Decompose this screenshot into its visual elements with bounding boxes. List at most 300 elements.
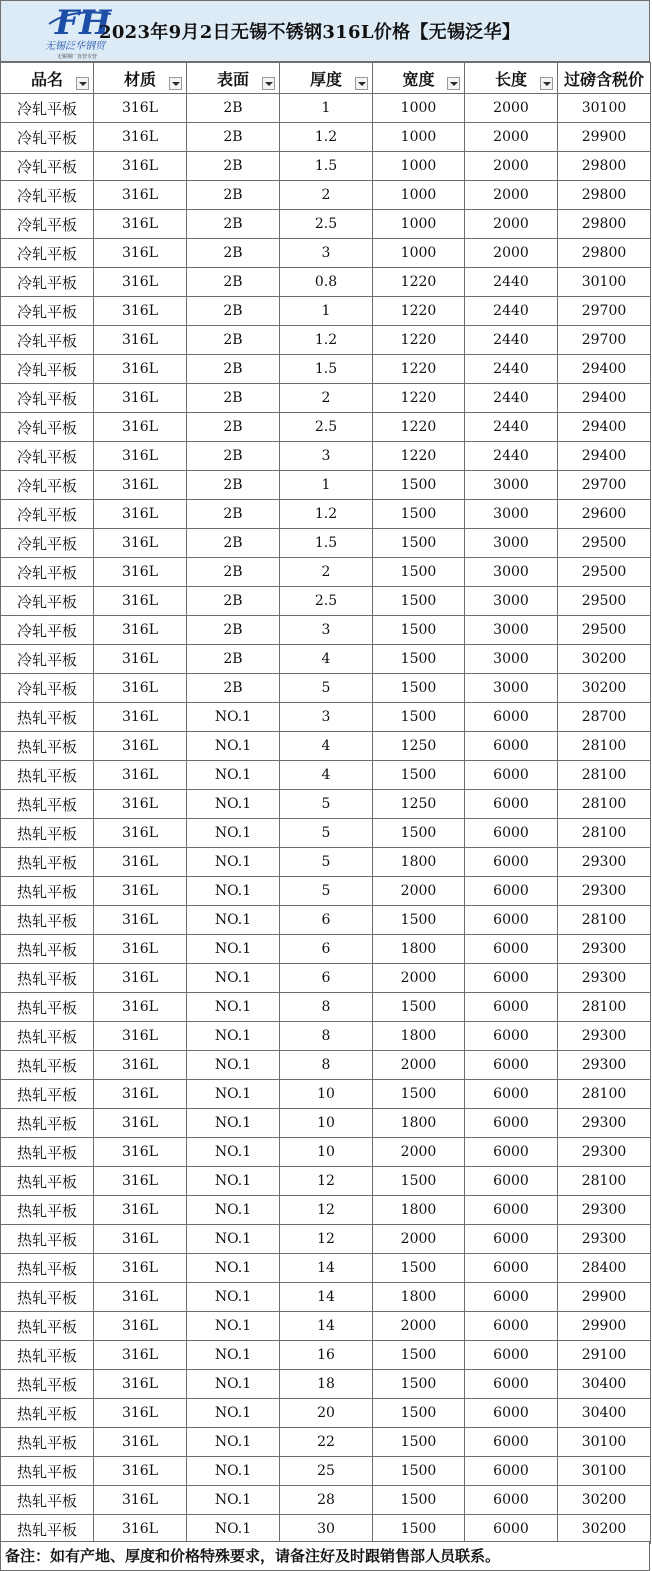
table-cell: 1500 [373, 1428, 465, 1457]
table-cell: 1500 [373, 500, 465, 529]
table-cell: 冷轧平板 [1, 384, 94, 413]
table-cell: 12 [280, 1167, 373, 1196]
table-cell: 3000 [465, 558, 558, 587]
table-cell: 1500 [373, 674, 465, 703]
table-cell: NO.1 [187, 1196, 280, 1225]
table-cell: 1 [280, 471, 373, 500]
table-cell: 6000 [465, 1370, 558, 1399]
table-row [1, 587, 651, 616]
table-cell: 1.2 [280, 500, 373, 529]
table-body [1, 94, 651, 1544]
table-cell: NO.1 [187, 1225, 280, 1254]
table-row [1, 761, 651, 790]
table-cell: NO.1 [187, 1051, 280, 1080]
table-cell: 29500 [558, 616, 651, 645]
table-cell: 2B [187, 500, 280, 529]
table-cell: 2B [187, 239, 280, 268]
table-row [1, 529, 651, 558]
table-cell: 20 [280, 1399, 373, 1428]
table-cell: 316L [94, 268, 187, 297]
table-cell: NO.1 [187, 964, 280, 993]
filter-dropdown-icon[interactable] [355, 77, 368, 90]
table-cell: 316L [94, 616, 187, 645]
table-row [1, 906, 651, 935]
table-cell: 8 [280, 1022, 373, 1051]
table-row [1, 210, 651, 239]
table-row [1, 94, 651, 123]
table-cell: 6000 [465, 1109, 558, 1138]
table-cell: 316L [94, 1399, 187, 1428]
table-cell: 0.8 [280, 268, 373, 297]
table-cell: 6000 [465, 993, 558, 1022]
table-cell: 1220 [373, 297, 465, 326]
column-header [1, 63, 94, 94]
table-cell: 冷轧平板 [1, 442, 94, 471]
table-cell: 2000 [373, 1225, 465, 1254]
table-row [1, 616, 651, 645]
table-cell: 1000 [373, 123, 465, 152]
table-cell: 热轧平板 [1, 1341, 94, 1370]
table-cell: 316L [94, 152, 187, 181]
table-cell: 5 [280, 848, 373, 877]
table-cell: 29300 [558, 1109, 651, 1138]
table-cell: 316L [94, 1167, 187, 1196]
table-cell: 2B [187, 529, 280, 558]
table-cell: 29800 [558, 239, 651, 268]
table-row [1, 384, 651, 413]
table-cell: NO.1 [187, 1254, 280, 1283]
table-cell: 冷轧平板 [1, 123, 94, 152]
table-cell: 2B [187, 94, 280, 123]
table-cell: 18 [280, 1370, 373, 1399]
table-cell: 30200 [558, 1515, 651, 1544]
table-row [1, 1109, 651, 1138]
table-cell: 6000 [465, 935, 558, 964]
table-cell: 1500 [373, 645, 465, 674]
table-cell: 1220 [373, 442, 465, 471]
table-row [1, 1515, 651, 1544]
table-row [1, 1428, 651, 1457]
table-cell: 热轧平板 [1, 1051, 94, 1080]
table-cell: 316L [94, 384, 187, 413]
table-cell: 热轧平板 [1, 935, 94, 964]
table-cell: 29600 [558, 500, 651, 529]
table-cell: 冷轧平板 [1, 239, 94, 268]
table-cell: 热轧平板 [1, 1254, 94, 1283]
table-cell: 6000 [465, 1515, 558, 1544]
table-cell: 28 [280, 1486, 373, 1515]
table-cell: NO.1 [187, 1283, 280, 1312]
table-cell: 1500 [373, 1254, 465, 1283]
table-cell: 3000 [465, 645, 558, 674]
table-row [1, 1196, 651, 1225]
table-cell: 29900 [558, 1283, 651, 1312]
table-cell: 316L [94, 761, 187, 790]
table-cell: 29300 [558, 877, 651, 906]
table-cell: 316L [94, 1312, 187, 1341]
table-cell: 1800 [373, 1022, 465, 1051]
table-row [1, 152, 651, 181]
table-cell: 2440 [465, 297, 558, 326]
table-row [1, 181, 651, 210]
table-cell: 冷轧平板 [1, 181, 94, 210]
column-header-label: 材质 [123, 69, 156, 89]
table-cell: 316L [94, 703, 187, 732]
table-cell: 316L [94, 355, 187, 384]
filter-dropdown-icon[interactable] [447, 77, 460, 90]
table-row [1, 877, 651, 906]
table-cell: 热轧平板 [1, 1312, 94, 1341]
table-cell: 6000 [465, 848, 558, 877]
table-cell: 1800 [373, 935, 465, 964]
table-cell: 6000 [465, 1486, 558, 1515]
table-cell: 1250 [373, 790, 465, 819]
table-cell: 6000 [465, 1225, 558, 1254]
table-cell: 4 [280, 732, 373, 761]
table-cell: 29900 [558, 123, 651, 152]
table-cell: 29500 [558, 587, 651, 616]
table-cell: 热轧平板 [1, 1370, 94, 1399]
table-cell: 2B [187, 152, 280, 181]
table-cell: 4 [280, 645, 373, 674]
table-cell: 冷轧平板 [1, 355, 94, 384]
table-cell: 热轧平板 [1, 703, 94, 732]
column-header [465, 63, 558, 94]
table-cell: 2000 [373, 877, 465, 906]
table-cell: 29400 [558, 442, 651, 471]
table-cell: 316L [94, 993, 187, 1022]
table-cell: 3000 [465, 529, 558, 558]
table-cell: 29300 [558, 848, 651, 877]
table-cell: 6 [280, 964, 373, 993]
table-cell: 热轧平板 [1, 993, 94, 1022]
table-cell: 6000 [465, 761, 558, 790]
table-cell: 1800 [373, 1109, 465, 1138]
table-cell: 29400 [558, 384, 651, 413]
table-cell: 2 [280, 181, 373, 210]
table-cell: 冷轧平板 [1, 210, 94, 239]
footer-note: 备注：如有产地、厚度和价格特殊要求，请备注好及时跟销售部人员联系。 [0, 1541, 650, 1571]
table-cell: 1220 [373, 268, 465, 297]
table-cell: 2000 [465, 123, 558, 152]
table-cell: 2.5 [280, 413, 373, 442]
table-cell: 316L [94, 587, 187, 616]
table-row [1, 1399, 651, 1428]
table-cell: 1220 [373, 326, 465, 355]
column-header-label: 宽度 [402, 69, 435, 89]
table-cell: 冷轧平板 [1, 297, 94, 326]
table-cell: 1500 [373, 703, 465, 732]
table-cell: 5 [280, 674, 373, 703]
table-row [1, 790, 651, 819]
table-cell: 热轧平板 [1, 1022, 94, 1051]
table-cell: 冷轧平板 [1, 529, 94, 558]
table-cell: NO.1 [187, 906, 280, 935]
table-cell: 29300 [558, 1225, 651, 1254]
table-cell: NO.1 [187, 935, 280, 964]
table-cell: 2440 [465, 413, 558, 442]
table-cell: 29400 [558, 355, 651, 384]
table-cell: 316L [94, 1515, 187, 1544]
table-row [1, 442, 651, 471]
table-cell: 316L [94, 877, 187, 906]
table-cell: 5 [280, 819, 373, 848]
table-cell: 28700 [558, 703, 651, 732]
table-cell: 冷轧平板 [1, 674, 94, 703]
table-cell: 2000 [465, 152, 558, 181]
filter-dropdown-icon[interactable] [169, 77, 182, 90]
column-header [94, 63, 187, 94]
table-cell: 热轧平板 [1, 1080, 94, 1109]
table-cell: 316L [94, 94, 187, 123]
table-row [1, 471, 651, 500]
table-cell: 2.5 [280, 210, 373, 239]
table-cell: 冷轧平板 [1, 616, 94, 645]
table-cell: 316L [94, 529, 187, 558]
table-cell: NO.1 [187, 1457, 280, 1486]
table-cell: 8 [280, 1051, 373, 1080]
table-cell: 16 [280, 1341, 373, 1370]
table-row [1, 1138, 651, 1167]
table-cell: 热轧平板 [1, 732, 94, 761]
table-cell: 6000 [465, 1457, 558, 1486]
table-cell: NO.1 [187, 703, 280, 732]
table-row [1, 355, 651, 384]
table-cell: 29700 [558, 297, 651, 326]
table-cell: 28100 [558, 1080, 651, 1109]
table-cell: 316L [94, 645, 187, 674]
filter-dropdown-icon[interactable] [76, 77, 89, 90]
table-cell: 316L [94, 1370, 187, 1399]
table-cell: 1 [280, 94, 373, 123]
table-cell: 2 [280, 558, 373, 587]
table-row [1, 819, 651, 848]
table-cell: 316L [94, 1109, 187, 1138]
table-cell: 316L [94, 1022, 187, 1051]
table-cell: 30100 [558, 1457, 651, 1486]
table-cell: 3000 [465, 616, 558, 645]
table-cell: 1500 [373, 1080, 465, 1109]
table-cell: 29300 [558, 964, 651, 993]
table-cell: 热轧平板 [1, 1109, 94, 1138]
table-cell: 3 [280, 703, 373, 732]
table-cell: 1.2 [280, 123, 373, 152]
table-cell: 28100 [558, 1167, 651, 1196]
table-cell: 3 [280, 442, 373, 471]
table-cell: 2.5 [280, 587, 373, 616]
table-cell: 316L [94, 1254, 187, 1283]
table-cell: 29700 [558, 471, 651, 500]
table-cell: 6000 [465, 1080, 558, 1109]
table-cell: 5 [280, 790, 373, 819]
table-cell: 2B [187, 558, 280, 587]
table-cell: 6000 [465, 1167, 558, 1196]
table-cell: 1000 [373, 181, 465, 210]
logo-tagline: 无锡钢厂直营专营 [57, 54, 98, 60]
table-cell: 4 [280, 761, 373, 790]
table-cell: 冷轧平板 [1, 471, 94, 500]
table-cell: 1220 [373, 413, 465, 442]
table-cell: 2B [187, 123, 280, 152]
table-cell: 29400 [558, 413, 651, 442]
column-header [373, 63, 465, 94]
table-cell: 2B [187, 442, 280, 471]
table-cell: 1500 [373, 1167, 465, 1196]
table-row [1, 732, 651, 761]
table-cell: 29800 [558, 210, 651, 239]
table-cell: 6 [280, 906, 373, 935]
table-cell: 冷轧平板 [1, 413, 94, 442]
filter-dropdown-icon[interactable] [540, 77, 553, 90]
table-cell: 热轧平板 [1, 819, 94, 848]
table-cell: 2B [187, 297, 280, 326]
table-row [1, 848, 651, 877]
table-cell: 1000 [373, 152, 465, 181]
table-cell: 29100 [558, 1341, 651, 1370]
table-cell: 6000 [465, 1051, 558, 1080]
table-cell: 热轧平板 [1, 877, 94, 906]
table-cell: 2B [187, 355, 280, 384]
table-cell: 1500 [373, 616, 465, 645]
table-cell: 2B [187, 471, 280, 500]
table-row [1, 413, 651, 442]
table-row [1, 1370, 651, 1399]
table-cell: 冷轧平板 [1, 500, 94, 529]
table-cell: 1220 [373, 384, 465, 413]
logo-company: 无锡泛华钢贸 [45, 41, 105, 52]
table-cell: 30400 [558, 1399, 651, 1428]
table-cell: 热轧平板 [1, 790, 94, 819]
table-cell: 29300 [558, 1022, 651, 1051]
table-cell: 2000 [465, 94, 558, 123]
table-cell: 316L [94, 1196, 187, 1225]
table-cell: 1500 [373, 1515, 465, 1544]
table-row [1, 1341, 651, 1370]
table-cell: 29900 [558, 1312, 651, 1341]
table-cell: NO.1 [187, 1022, 280, 1051]
column-header-label: 厚度 [309, 69, 342, 89]
table-cell: NO.1 [187, 1138, 280, 1167]
column-header-label: 表面 [216, 69, 249, 89]
filter-dropdown-icon[interactable] [262, 77, 275, 90]
column-header [558, 63, 651, 94]
table-cell: 1500 [373, 471, 465, 500]
table-row [1, 1486, 651, 1515]
column-header [187, 63, 280, 94]
table-cell: 29300 [558, 1138, 651, 1167]
table-cell: NO.1 [187, 790, 280, 819]
table-cell: 2000 [373, 1312, 465, 1341]
table-cell: 1500 [373, 529, 465, 558]
table-cell: 冷轧平板 [1, 587, 94, 616]
table-cell: 冷轧平板 [1, 645, 94, 674]
table-cell: 热轧平板 [1, 1428, 94, 1457]
table-row [1, 1080, 651, 1109]
table-cell: 1.5 [280, 152, 373, 181]
table-cell: 30100 [558, 94, 651, 123]
table-cell: NO.1 [187, 1399, 280, 1428]
table-row [1, 1312, 651, 1341]
table-cell: 6000 [465, 1138, 558, 1167]
table-cell: 5 [280, 877, 373, 906]
logo-letter-f: FH [55, 4, 112, 43]
table-cell: NO.1 [187, 1109, 280, 1138]
table-row [1, 674, 651, 703]
table-cell: 10 [280, 1080, 373, 1109]
table-cell: NO.1 [187, 819, 280, 848]
table-cell: 2440 [465, 268, 558, 297]
column-header [280, 63, 373, 94]
table-row [1, 1167, 651, 1196]
table-cell: 30100 [558, 268, 651, 297]
table-cell: 6000 [465, 1196, 558, 1225]
table-cell: 冷轧平板 [1, 326, 94, 355]
table-cell: 29500 [558, 529, 651, 558]
table-cell: 6000 [465, 877, 558, 906]
table-cell: 30200 [558, 1486, 651, 1515]
table-cell: 热轧平板 [1, 1486, 94, 1515]
table-cell: 316L [94, 1225, 187, 1254]
table-cell: 3000 [465, 500, 558, 529]
table-cell: NO.1 [187, 1515, 280, 1544]
table-cell: 2000 [373, 964, 465, 993]
table-cell: 10 [280, 1109, 373, 1138]
table-cell: 热轧平板 [1, 1399, 94, 1428]
table-row [1, 1225, 651, 1254]
table-cell: 30200 [558, 674, 651, 703]
table-cell: 冷轧平板 [1, 152, 94, 181]
table-cell: 2B [187, 268, 280, 297]
table-cell: 2B [187, 384, 280, 413]
table-cell: 热轧平板 [1, 1196, 94, 1225]
table-row [1, 1022, 651, 1051]
table-cell: 热轧平板 [1, 964, 94, 993]
table-cell: 28100 [558, 790, 651, 819]
table-cell: 3 [280, 616, 373, 645]
table-cell: 6000 [465, 790, 558, 819]
table-cell: 1500 [373, 819, 465, 848]
table-cell: 316L [94, 558, 187, 587]
table-cell: 28100 [558, 819, 651, 848]
table-cell: 2B [187, 181, 280, 210]
table-cell: 316L [94, 1283, 187, 1312]
table-cell: 热轧平板 [1, 1283, 94, 1312]
table-cell: 29300 [558, 935, 651, 964]
table-cell: 28400 [558, 1254, 651, 1283]
table-cell: 25 [280, 1457, 373, 1486]
table-cell: NO.1 [187, 1370, 280, 1399]
table-cell: NO.1 [187, 1312, 280, 1341]
table-cell: NO.1 [187, 1341, 280, 1370]
table-cell: 1.5 [280, 355, 373, 384]
table-cell: 6000 [465, 906, 558, 935]
table-cell: 316L [94, 500, 187, 529]
table-cell: 2440 [465, 326, 558, 355]
table-row [1, 993, 651, 1022]
table-cell: 29800 [558, 181, 651, 210]
table-cell: 6000 [465, 1254, 558, 1283]
table-cell: 热轧平板 [1, 1515, 94, 1544]
table-cell: 22 [280, 1428, 373, 1457]
table-row [1, 123, 651, 152]
table-cell: 2B [187, 674, 280, 703]
table-cell: 30200 [558, 645, 651, 674]
table-cell: 12 [280, 1196, 373, 1225]
table-cell: 2B [187, 616, 280, 645]
table-cell: NO.1 [187, 1428, 280, 1457]
table-cell: 10 [280, 1138, 373, 1167]
table-cell: NO.1 [187, 848, 280, 877]
